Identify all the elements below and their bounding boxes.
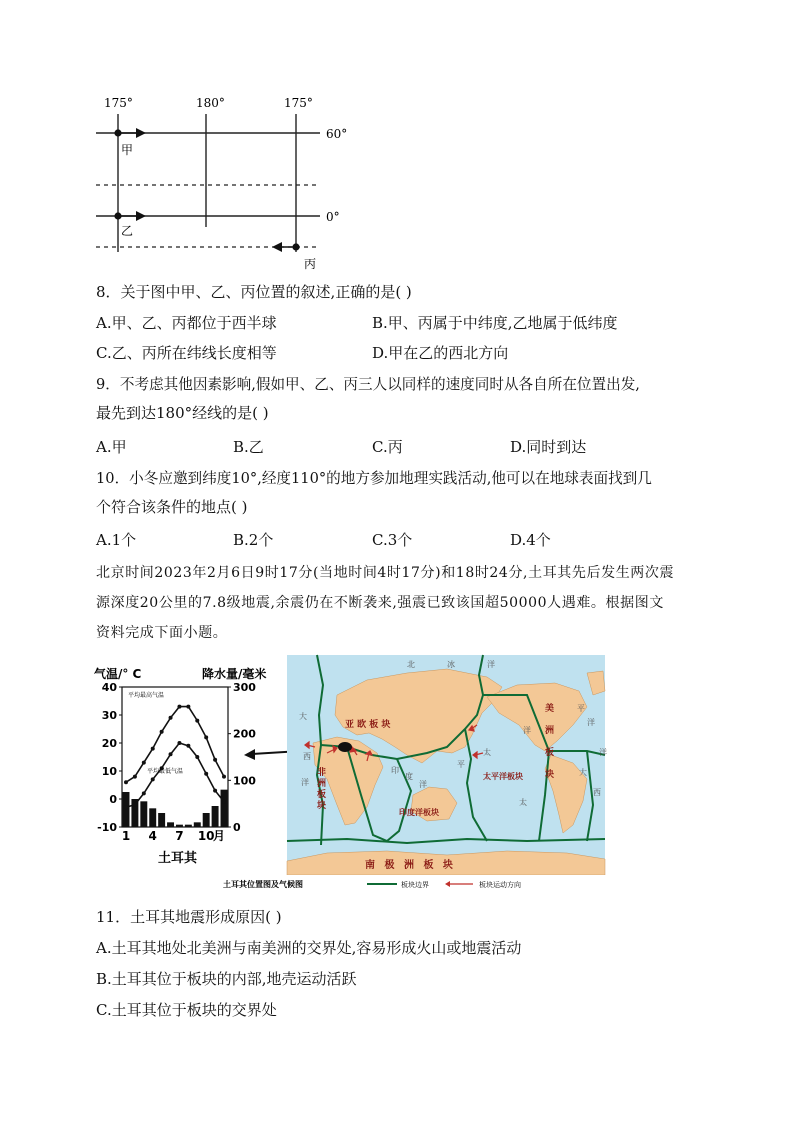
ocean-label-char: 洋 (523, 726, 531, 735)
svg-text:美: 美 (545, 704, 555, 714)
temp-tick-label: 10 (101, 765, 117, 778)
temp-point (177, 705, 181, 709)
plate-label-africa (317, 766, 326, 811)
arrow-yi-head (136, 211, 146, 221)
temp-point (186, 744, 190, 748)
q11-option-c[interactable]: C.土耳其位于板块的交界处 (96, 1001, 277, 1019)
min-temp-legend: 平均最低气温 (147, 768, 184, 775)
temp-point (204, 735, 208, 739)
q10-option-b[interactable]: B.2个 (233, 531, 274, 549)
q9-option-a[interactable]: A.甲 (96, 438, 127, 456)
svg-text:非: 非 (317, 768, 327, 778)
temp-tick-label: 0 (109, 793, 117, 806)
temp-point (124, 805, 128, 809)
precip-tick-label: 100 (233, 774, 256, 788)
q8-option-b[interactable]: B.甲、丙属于中纬度,乙地属于低纬度 (372, 314, 618, 332)
q9-stem-line1: 9．不考虑其他因素影响,假如甲、乙、丙三人以同样的速度同时从各自所在位置出发, (96, 376, 640, 393)
ocean-label-char: 大 (299, 712, 307, 721)
q10-option-d[interactable]: D.4个 (510, 531, 551, 549)
q10-stem-line2: 个符合该条件的地点( ) (96, 498, 248, 516)
month-tick-label: 4 (148, 829, 157, 843)
temp-point (204, 772, 208, 776)
q9-option-c[interactable]: C.丙 (372, 438, 403, 456)
arrow-bing-head (272, 242, 282, 252)
temp-tick-label: 20 (101, 737, 117, 750)
temp-point (213, 758, 217, 762)
ocean-label-char: 度 (405, 772, 413, 781)
month-tick-label: 10 (197, 829, 215, 843)
precip-axis-title: 降水量/毫米 (202, 667, 267, 681)
temp-point (195, 719, 199, 723)
temp-point (151, 747, 155, 751)
month-tick-label: 7 (175, 829, 184, 843)
max-temp-legend: 平均最高气温 (128, 692, 165, 699)
ocean-label-char: 北 (407, 660, 415, 669)
temp-point (186, 705, 190, 709)
temp-point (151, 777, 155, 781)
label-bing: 丙 (304, 257, 317, 271)
temp-tick-label: 40 (101, 681, 117, 694)
lat-label-0: 0° (326, 210, 340, 224)
ocean-label-char: 洋 (301, 778, 309, 787)
temp-tick-label: 30 (101, 709, 117, 722)
temp-point (177, 741, 181, 745)
lon-label-right: 175° (284, 96, 313, 110)
temp-point (133, 775, 137, 779)
q9-stem-line2: 最先到达180°经线的是( ) (96, 404, 269, 422)
lat-lon-grid-figure (88, 92, 358, 272)
q8-stem: 8．关于图中甲、乙、丙位置的叙述,正确的是( ) (96, 283, 412, 301)
temp-point (142, 761, 146, 765)
q11-stem: 11．土耳其地震形成原因( ) (96, 908, 282, 926)
temp-series-line (126, 743, 224, 807)
precip-bar (185, 825, 192, 827)
q10-stem-line1: 10．小冬应邀到纬度10°,经度110°的地方参加地理实践活动,他可以在地球表面找到几 (96, 470, 652, 487)
turkey-climate-chart (92, 664, 288, 870)
map-caption: 土耳其位置图及气候图 (223, 880, 303, 889)
label-jia: 甲 (121, 143, 134, 157)
label-yi: 乙 (121, 224, 134, 238)
temp-point (160, 730, 164, 734)
precip-bar (167, 822, 174, 827)
precip-bar (123, 792, 130, 827)
temp-point (222, 775, 226, 779)
ocean-label-char: 洋 (599, 748, 607, 757)
svg-text:板: 板 (317, 790, 327, 800)
svg-text:块: 块 (545, 770, 555, 780)
ocean-label-char: 太 (483, 748, 491, 757)
precip-bar (176, 825, 183, 827)
plate-label-antarctic: 南 极 洲 板 块 (365, 860, 456, 871)
temp-point (195, 755, 199, 759)
place-label: 土耳其 (158, 851, 198, 866)
precip-bar (149, 808, 156, 827)
temp-point (124, 780, 128, 784)
ocean-label-char: 大 (579, 768, 587, 777)
temp-point (142, 791, 146, 795)
temp-point (169, 716, 173, 720)
ocean-label-char: 洋 (587, 718, 595, 727)
temp-point (213, 789, 217, 793)
turkey-location-marker (338, 742, 352, 752)
ocean-label-char: 冰 (447, 660, 455, 669)
precip-tick-label: 300 (233, 681, 256, 694)
lat-label-60: 60° (326, 127, 348, 141)
plate-label-eurasia: 亚 欧 板 块 (345, 720, 391, 730)
svg-text:块: 块 (317, 801, 327, 811)
q9-option-d[interactable]: D.同时到达 (510, 438, 587, 456)
month-unit: 月 (213, 829, 226, 843)
point-yi (114, 212, 121, 219)
temp-point (222, 800, 226, 804)
ocean-label-char: 西 (593, 788, 601, 797)
q8-option-d[interactable]: D.甲在乙的西北方向 (372, 344, 509, 362)
precip-bar (221, 790, 228, 827)
intro-line1: 北京时间2023年2月6日9时17分(当地时间4时17分)和18时24分,土耳其先后发生两次震 (96, 565, 675, 581)
precip-bar (203, 813, 210, 827)
point-jia (114, 129, 121, 136)
arrow-jia-head (136, 128, 146, 138)
ocean-label-char: 平 (457, 760, 465, 769)
temp-point (169, 752, 173, 756)
ocean-label-char: 洋 (487, 660, 495, 669)
legend-motion-label: 板块运动方向 (479, 881, 521, 889)
ocean-label-char: 太 (519, 798, 527, 807)
ocean-label-char: 西 (303, 752, 311, 761)
temp-tick-label: -10 (97, 821, 117, 834)
precip-tick-label: 0 (233, 821, 241, 834)
intro-line2: 源深度20公里的7.8级地震,余震仍在不断袭来,强震已致该国超50000人遇难。根据图文 (96, 595, 664, 611)
precip-bar (158, 813, 165, 827)
svg-text:洲: 洲 (545, 726, 555, 736)
ocean-label-char: 印 (391, 766, 399, 775)
legend-boundary-label: 板块边界 (401, 881, 429, 889)
plate-label-indian: 印度洋板块 (399, 807, 439, 817)
q11-option-a[interactable]: A.土耳其地处北美洲与南美洲的交界处,容易形成火山或地震活动 (96, 939, 522, 957)
lon-label-left: 175° (104, 96, 133, 110)
svg-text:板: 板 (545, 748, 555, 758)
temp-point (133, 803, 137, 807)
q11-option-b[interactable]: B.土耳其位于板块的内部,地壳运动活跃 (96, 970, 357, 988)
point-bing (292, 243, 299, 250)
q8-option-a[interactable]: A.甲、乙、丙都位于西半球 (96, 314, 277, 332)
ocean-label-char: 洋 (419, 780, 427, 789)
svg-text:洲: 洲 (317, 779, 327, 789)
plate-label-pacific: 太平洋板块 (483, 771, 523, 781)
precip-bar (140, 801, 147, 827)
q8-option-c[interactable]: C.乙、丙所在纬线长度相等 (96, 344, 277, 362)
precip-bar (194, 822, 201, 827)
q10-option-c[interactable]: C.3个 (372, 531, 413, 549)
precip-bar (212, 806, 219, 827)
lon-label-mid: 180° (196, 96, 225, 110)
q9-option-b[interactable]: B.乙 (233, 438, 264, 456)
temp-axis-title: 气温/° C (94, 667, 142, 681)
precip-tick-label: 200 (233, 727, 256, 741)
q10-option-a[interactable]: A.1个 (96, 531, 137, 549)
month-tick-label: 1 (121, 829, 131, 843)
intro-line3: 资料完成下面小题。 (96, 625, 228, 641)
ocean-label-char: 平 (577, 704, 585, 713)
